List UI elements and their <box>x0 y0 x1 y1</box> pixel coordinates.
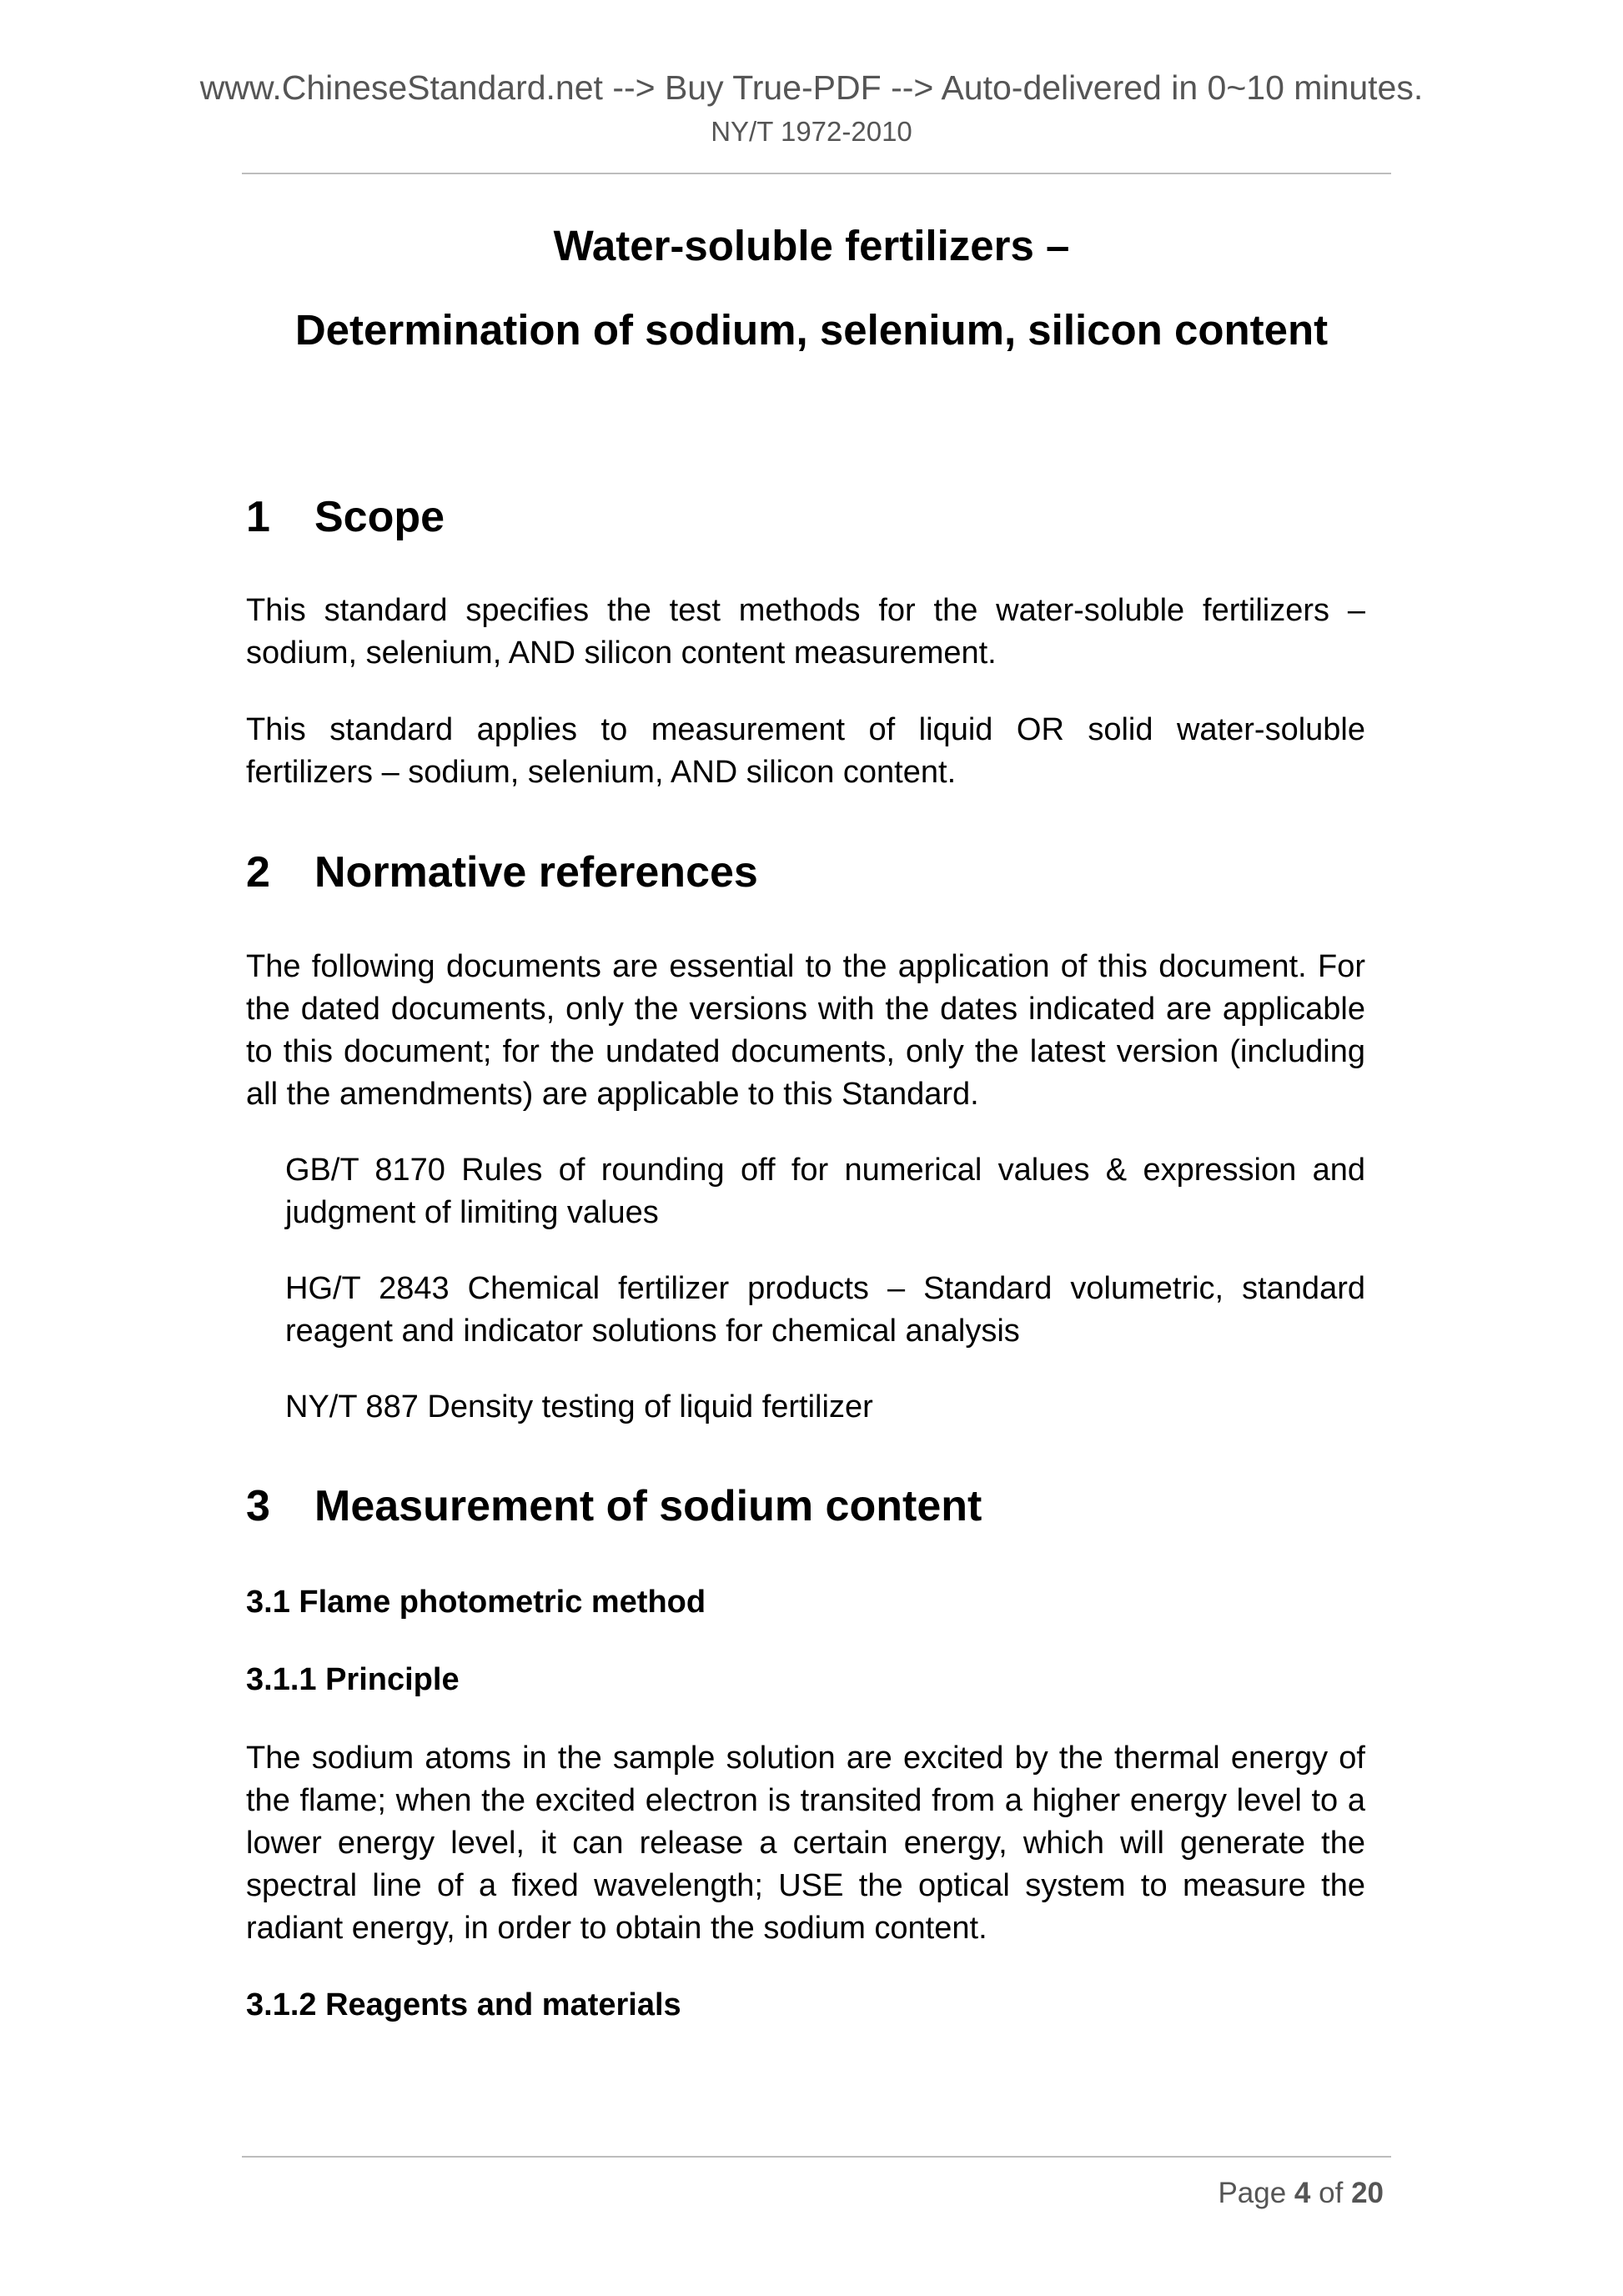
section-heading-scope <box>246 492 445 542</box>
header-banner: www.ChineseStandard.net --> Buy True-PDF --> Auto-delivered in 0~10 minutes. <box>199 68 1424 107</box>
document-number: NY/T 1972-2010 <box>711 116 912 147</box>
current-page: 4 <box>1294 2177 1311 2209</box>
scope-paragraph-1: This standard specifies the test methods for the water-soluble fertilizers – sodium, selenium, AND silicon content measurement. <box>246 593 1365 671</box>
page-number <box>1218 2175 1384 2212</box>
section-title: Measurement of sodium content <box>314 1482 982 1530</box>
total-pages: 20 <box>1351 2177 1384 2209</box>
section-title: Normative references <box>314 848 758 897</box>
page-prefix: Page <box>1218 2177 1287 2209</box>
subsection-heading-flame-photometric: 3.1 Flame photometric method <box>246 1585 706 1620</box>
section-title: Scope <box>314 493 445 541</box>
header-divider <box>242 173 1391 174</box>
reference-item: NY/T 887 Density testing of liquid fertilizer <box>285 1389 873 1424</box>
section-number: 2 <box>246 848 270 897</box>
scope-paragraph-2: This standard applies to measurement of liquid OR solid water-soluble fertilizers – sodium, selenium, AND silicon content. <box>246 712 1365 790</box>
footer-divider <box>242 2156 1391 2158</box>
document-title-line-2: Determination of sodium, selenium, silicon content <box>294 306 1329 354</box>
subsection-heading-reagents: 3.1.2 Reagents and materials <box>246 1987 681 2022</box>
document-title-line-1: Water-soluble fertilizers – <box>553 222 1070 269</box>
section-heading-sodium <box>246 1481 982 1531</box>
section-number: 3 <box>246 1482 270 1530</box>
section-heading-references <box>246 847 758 897</box>
section-number: 1 <box>246 493 270 541</box>
reference-item: GB/T 8170 Rules of rounding off for numerical values & expression and judgment of limiting values <box>285 1153 1365 1230</box>
subsection-heading-principle: 3.1.1 Principle <box>246 1662 460 1697</box>
principle-paragraph: The sodium atoms in the sample solution are excited by the thermal energy of the flame; when the excited electron is transited from a higher energy level to a lower energy level, it can release a certain energy, which will generate the spectral line of a fixed wavelength; USE the optical system to measure the radiant energy, in order to obtain the sodium content. <box>246 1741 1365 1946</box>
references-intro: The following documents are essential to the application of this document. For the dated documents, only the versions with the dates indicated are applicable to this document; for the undated documents, only the latest version (including all the amendments) are applicable to this Standard. <box>246 949 1365 1112</box>
reference-item: HG/T 2843 Chemical fertilizer products – Standard volumetric, standard reagent and indicator solutions for chemical analysis <box>285 1271 1365 1349</box>
page-of: of <box>1319 2177 1344 2209</box>
